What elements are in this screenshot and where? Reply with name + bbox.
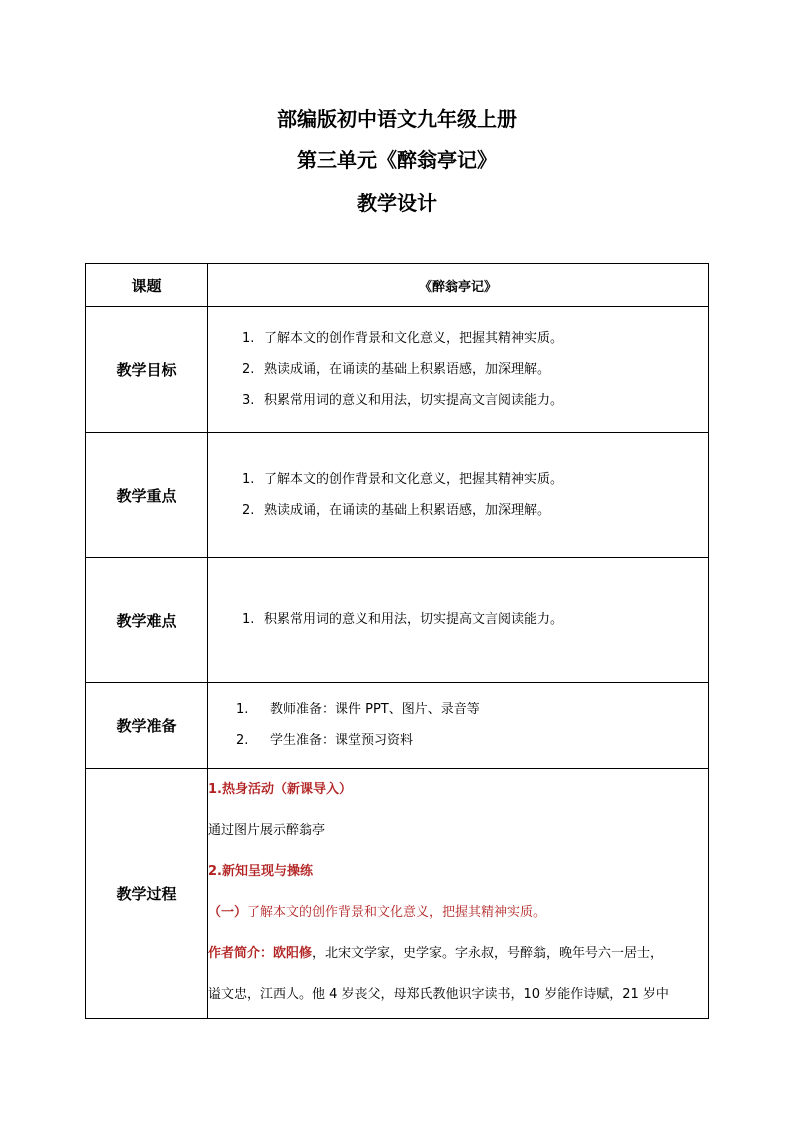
step1-text: 通过图片展示醉翁亭: [208, 823, 326, 838]
process-label: 教学过程: [86, 769, 208, 1019]
sub1-prefix: （一）: [208, 905, 248, 920]
sub1-text: 了解本文的创作背景和文化意义，把握其精神实质。: [247, 905, 547, 920]
list-item: 2. 熟读成诵，在诵读的基础上积累语感，加深理解。: [242, 502, 551, 518]
difficulties-cell: [208, 558, 709, 683]
preparation-list: [208, 700, 708, 751]
difficulties-list: [208, 610, 708, 630]
sub1-line: [208, 903, 708, 923]
list-item: 3. 积累常用词的意义和用法，切实提高文言阅读能力。: [242, 392, 564, 408]
row-preparation: [86, 683, 709, 769]
step1-heading: 1.热身活动（新课导入）: [208, 782, 352, 797]
course-value: 《醉翁亭记》: [208, 264, 709, 307]
preparation-label: 教学准备: [86, 683, 208, 769]
list-item: 1. 了解本文的创作背景和文化意义，把握其精神实质。: [242, 471, 564, 487]
list-item: 1. 积累常用词的意义和用法，切实提高文言阅读能力。: [242, 612, 564, 627]
list-item: 2. 学生准备：课堂预习资料: [236, 733, 414, 748]
step2-heading: 2.新知呈现与操练: [208, 864, 313, 879]
preparation-cell: [208, 683, 709, 769]
list-item: 1. 了解本文的创作背景和文化意义，把握其精神实质。: [242, 330, 564, 346]
row-process: [86, 769, 709, 1019]
goals-cell: [208, 307, 709, 433]
row-key-points: [86, 433, 709, 558]
goals-list: [208, 329, 708, 411]
document-title: 部编版初中语文九年级上册: [277, 107, 517, 131]
author-line-2: 谥文忠，江西人。他 4 岁丧父，母郑氏教他识字读书，10 岁能作诗赋，21 岁中: [208, 987, 669, 1002]
key-points-list: [208, 470, 708, 521]
document-subtitle: 第三单元《醉翁亭记》: [297, 148, 497, 172]
key-points-label: 教学重点: [86, 433, 208, 558]
row-difficulties: [86, 558, 709, 683]
lesson-plan-table: [85, 263, 709, 1019]
row-course: [86, 264, 709, 307]
goals-label: 教学目标: [86, 307, 208, 433]
author-line-1: [208, 944, 708, 964]
course-label: 课题: [86, 264, 208, 307]
list-item: 1. 教师准备：课件 PPT、图片、录音等: [236, 702, 480, 717]
row-goals: [86, 307, 709, 433]
list-item: 2. 熟读成诵，在诵读的基础上积累语感，加深理解。: [242, 361, 551, 377]
author-label: 作者简介：欧阳修: [208, 946, 313, 961]
author-text-1: ，北宋文学家，史学家。字永叔，号醉翁，晚年号六一居士，: [312, 946, 664, 961]
key-points-cell: [208, 433, 709, 558]
process-cell: [208, 769, 709, 1019]
document-heading: 教学设计: [357, 191, 437, 215]
difficulties-label: 教学难点: [86, 558, 208, 683]
